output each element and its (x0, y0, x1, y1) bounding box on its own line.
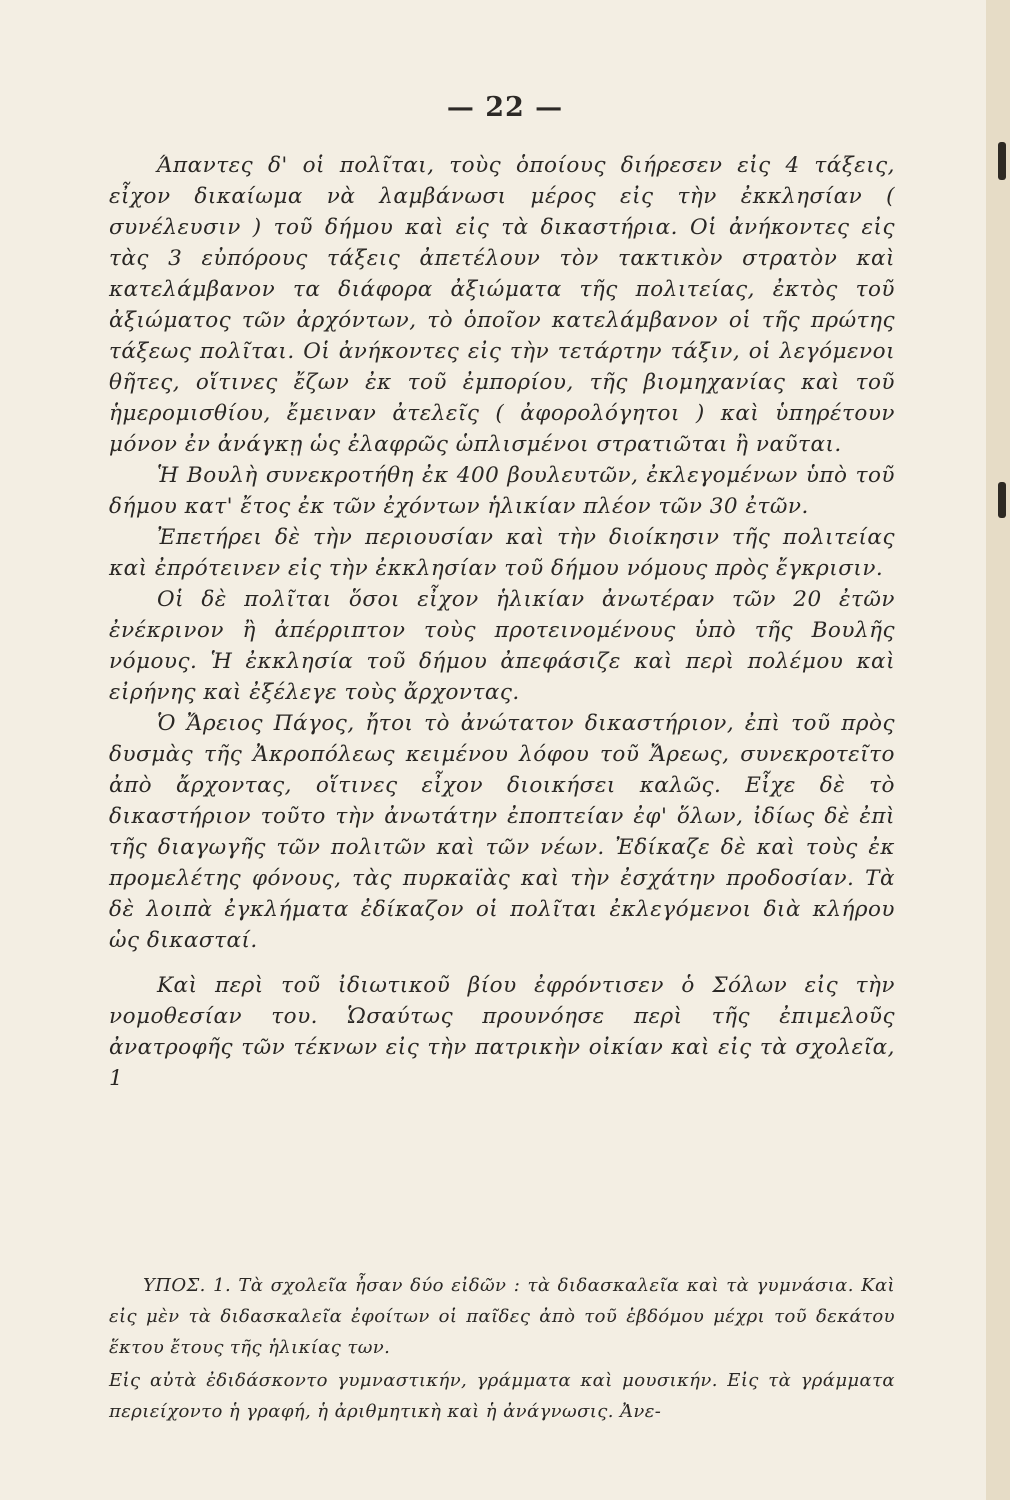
paragraph: Ὁ Ἄρειος Πάγος, ἤτοι τὸ ἀνώτατον δικαστήριον, ἐπὶ τοῦ πρὸς δυσμὰς τῆς Ἀκροπόλεως κειμένου λόφου τοῦ Ἄρεως, συνεκροτεῖτο ἀπὸ ἄρχοντας, οἵτινες εἶχον διοικήσει καλῶς. Εἶχε δὲ τὸ δικαστήριον τοῦτο τὴν ἀνωτάτην ἐποπτείαν ἐφ' ὅλων, ἰδίως δὲ ἐπὶ τῆς διαγωγῆς τῶν πολιτῶν καὶ τῶν νέων. Ἐδίκαζε δὲ καὶ τοὺς ἐκ προμελέτης φόνους, τὰς πυρκαϊὰς καὶ τὴν ἐσχάτην προδοσίαν. Τὰ δὲ λοιπὰ ἐγκλήματα ἐδίκαζον οἱ πολῖται ἐκλεγόμενοι διὰ κλήρου ὡς δικασταί. (109, 711, 895, 953)
main-text (109, 150, 895, 1094)
paragraph: Άπαντες δ' οἱ πολῖται, τοὺς ὁποίους διήρεσεν εἰς 4 τάξεις, εἶχον δικαίωμα νὰ λαμβάνωσι μέρος εἰς τὴν ἐκκλησίαν ( συνέλευσιν ) τοῦ δήμου καὶ εἰς τὰ δικαστήρια. Οἱ ἀνήκοντες εἰς τὰς 3 εὐπόρους τάξεις ἀπετέλουν τὸν τακτικὸν στρατὸν καὶ κατελάμβανον τα διάφορα ἀξιώματα τῆς πολιτείας, ἐκτὸς τοῦ ἀξιώματος τῶν ἀρχόντων, τὸ ὁποῖον κατελάμβανον οἱ τῆς πρώτης τάξεως πολῖται. Οἱ ἀνήκοντες εἰς τὴν τετάρτην τάξιν, οἱ λεγόμενοι θῆτες, οἵτινες ἔζων ἐκ τοῦ ἐμπορίου, τῆς βιομηχανίας καὶ τοῦ ἡμερομισθίου, ἔμειναν ἀτελεῖς ( ἀφορολόγητοι ) καὶ ὑπηρέτουν μόνον ἐν ἀνάγκῃ ὡς ἐλαφρῶς ὡπλισμένοι στρατιῶται ἢ ναῦται. (109, 153, 895, 457)
footnotes (109, 1270, 895, 1427)
footnote: Εἰς αὐτὰ ἐδιδάσκοντο γυμναστικήν, γράμματα καὶ μουσικήν. Εἰς τὰ γράμματα περιείχοντο ἡ γραφή, ἡ ἀριθμητικὴ καὶ ἡ ἀνάγνωσις. Ἀνε- (109, 1370, 895, 1422)
paragraph: Οἱ δὲ πολῖται ὅσοι εἶχον ἡλικίαν ἀνωτέραν τῶν 20 ἐτῶν ἐνέκρινον ἢ ἀπέρριπτον τοὺς προτεινομένους ὑπὸ τῆς Βουλῆς νόμους. Ἡ ἐκκλησία τοῦ δήμου ἀπεφάσιζε καὶ περὶ πολέμου καὶ εἰρήνης καὶ ἐξέλεγε τοὺς ἄρχοντας. (109, 587, 895, 705)
footnote: ΥΠΟΣ. 1. Τὰ σχολεῖα ἦσαν δύο εἰδῶν : τὰ διδασκαλεῖα καὶ τὰ γυμνάσια. Καὶ εἰς μὲν τὰ διδασκαλεῖα ἐφοίτων οἱ παῖδες ἀπὸ τοῦ ἑβδόμου μέχρι τοῦ δεκάτου ἕκτου ἔτους τῆς ἡλικίας των. (109, 1275, 895, 1358)
page-edge (986, 0, 1010, 1500)
binding-mark (998, 142, 1006, 180)
paragraph: Ἐπετήρει δὲ τὴν περιουσίαν καὶ τὴν διοίκησιν τῆς πολιτείας καὶ ἐπρότεινεν εἰς τὴν ἐκκλησίαν τοῦ δήμου νόμους πρὸς ἔγκρισιν. (109, 525, 895, 581)
page-number: — 22 — (446, 92, 564, 123)
paragraph: Καὶ περὶ τοῦ ἰδιωτικοῦ βίου ἐφρόντισεν ὁ Σόλων εἰς τὴν νομοθεσίαν του. Ὡσαύτως προυνόησε περὶ τῆς ἐπιμελοῦς ἀνατροφῆς τῶν τέκνων εἰς τὴν πατρικὴν οἰκίαν καὶ εἰς τὰ σχολεῖα, 1 (109, 973, 895, 1091)
binding-mark (998, 482, 1006, 518)
paragraph: Ἡ Βουλὴ συνεκροτήθη ἐκ 400 βουλευτῶν, ἐκλεγομένων ὑπὸ τοῦ δήμου κατ' ἔτος ἐκ τῶν ἐχόντων ἡλικίαν πλέον τῶν 30 ἐτῶν. (109, 463, 895, 519)
